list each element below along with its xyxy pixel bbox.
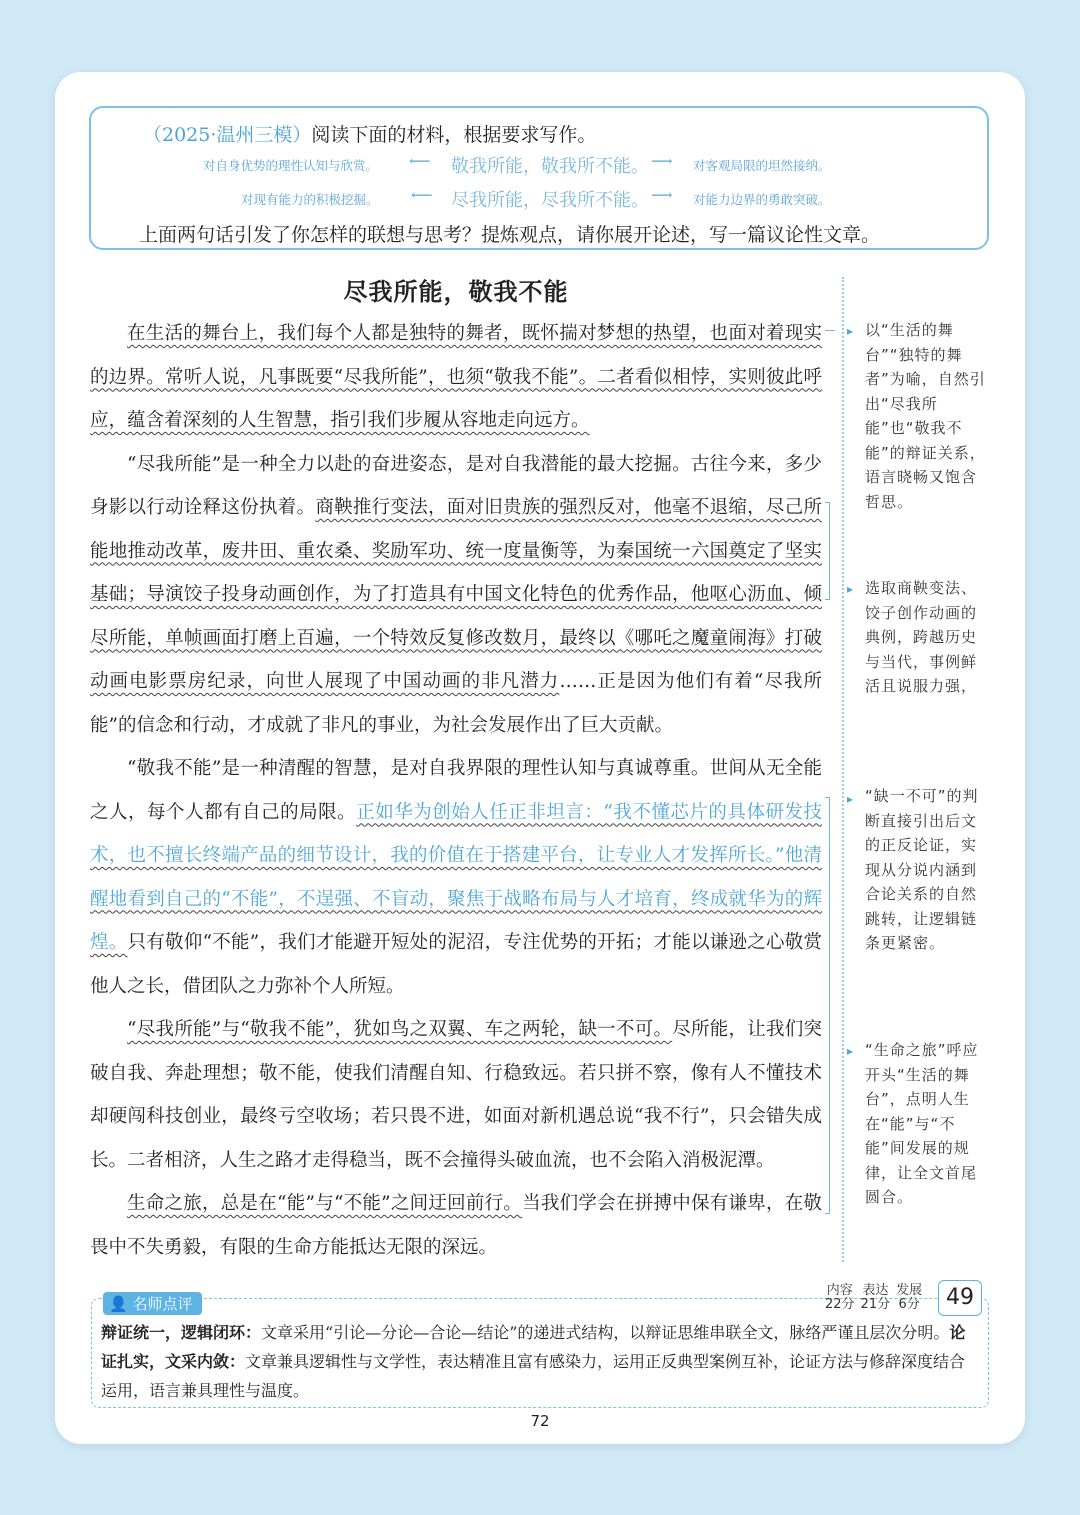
score-total: 49 [938,1280,982,1316]
paragraph-text: 当我们学会在拼搏中保有谦卑，在敬畏中不失勇毅，有限的生命方能抵达无限的深远。 [90,1193,822,1258]
review-body: 文章采用“引论—分论—合论—结论”的递进式结构，以辩证思维串联全文，脉络严谨且层次分明。 [261,1323,950,1342]
review-body-2: 文章兼具逻辑性与文学性，表达精准且富有感染力，运用正反典型案例互补，论证方法与修辞深度结合运用，语言兼具理性与温度。 [101,1352,966,1400]
note-arrow-icon: ▸ [847,792,854,806]
essay-paragraph-5 [90,1182,822,1269]
paragraph-text: 只有敬仰“不能”，我们才能避开短处的泥沼，专注优势的开拓；才能以谦逊之心敬赏他人之长，借团队之力弥补个人所短。 [90,932,822,997]
note-arrow-icon: ▸ [847,324,854,338]
prompt-instruction [143,120,596,147]
score-label: 内容 [826,1283,853,1298]
handwritten-note-right-1: 对客观局限的坦然接纳。 [693,158,831,173]
underlined-text: 商鞅推行变法，面对旧贵族的强烈反对，他毫不退缩，尽己所能地推动改革，废井田、重农桑、奖励军功、统一度量衡等，为秦国统一六国奠定了坚实基础；导演饺子投身动画创作，为了打造具有中国文化特色的优秀作品，他呕心沥血、倾尽所能，单帧画面打磨上百遍，一个特效反复修改数月，最终以《哪吒之魔童闹海》打破动画电影票房纪录，向世人展现了中国动画的非凡潜力 [90,497,822,692]
note-arrow-icon: ▸ [847,582,854,596]
score-label: 发展 [896,1283,923,1298]
page-sheet [55,72,1025,1444]
paragraph-text: ……正是因为他们有着“尽我所能”的信念和行动，才成就了非凡的事业，为社会发展作出了巨大贡献。 [90,671,822,736]
handwritten-note-right-2: 对能力边界的勇敢突破。 [693,192,831,207]
review-tab-label: 名师点评 [132,1295,193,1313]
essay-title: 尽我所能，敬我不能 [343,277,569,306]
annotation-note-4: “生命之旅”呼应开头“生活的舞台”，点明人生在“能”与“不能”间发展的规律，让全文首尾圆合。 [865,1041,979,1206]
review-text [101,1318,981,1405]
annotation-connector [825,330,835,331]
underlined-text: 生命之旅，总是在“能”与“不能”之间迂回前行。 [127,1193,523,1214]
arrow-left-icon: ⟵ [409,152,431,170]
handwritten-note-left-1: 对自身优势的理性认知与欣赏。 [203,158,379,173]
score-label: 表达 [862,1283,889,1298]
essay-paragraph-4 [90,1008,822,1182]
prompt-instruction-text: 阅读下面的材料，根据要求写作。 [311,124,597,146]
annotation-note-1: 以“生活的舞台”“独特的舞者”为喻，自然引出“尽我所能”也“敬我不能”的辩证关系，语言晓畅又饱含哲思。 [865,321,986,511]
annotation-note-2: 选取商鞅变法、饺子创作动画的典例，跨越历史与当代，事例鲜活且说服力强， [865,579,978,695]
prompt-box [89,106,989,250]
review-lead-2: 论证扎实，文采内敛： [101,1323,966,1371]
arrow-right-icon: ⟶ [651,152,673,170]
underlined-text: “尽我所能”与“敬我不能”，犹如鸟之双翼、车之两轮，缺一不可。 [127,1019,673,1040]
handwritten-note-left-2: 对现有能力的积极挖掘。 [241,192,379,207]
score-breakdown [825,1284,922,1312]
quote-1: 敬我所能，敬我所不能。 [451,156,649,177]
paragraph-text: “敬我不能”是一种清醒的智慧，是对自我界限的理性认知与真诚尊重。世间从无全能之人，每个人都有自己的局限。 [90,758,822,823]
essay-body [90,312,822,1269]
score-value: 22分 [825,1297,855,1312]
score-value: 6分 [898,1297,920,1312]
quote-2: 尽我所能，尽我所不能。 [451,190,649,211]
annotation-note-3: “缺一不可”的判断直接引出后文的正反论证，实现从分说内涵到合论关系的自然跳转，让逻辑链条更紧密。 [865,787,979,952]
score-value: 21分 [860,1297,891,1312]
paragraph-text: “尽我所能”是一种全力以赴的奋进姿态，是对自我潜能的最大挖掘。古往今来，多少身影以行动诠释这份执着。 [90,453,822,518]
note-arrow-icon: ▸ [847,1044,854,1058]
highlighted-quote: 正如华为创始人任正非坦言：“我不懂芯片的具体研发技术，也不擅长终端产品的细节设计，我的价值在于搭建平台，让专业人才发挥所长。”他清醒地看到自己的“不能”，不逞强、不盲动，聚焦于战略布局与人才培育，终成就华为的辉煌。 [90,801,822,953]
score-content [825,1284,855,1312]
page-number: 72 [530,1412,550,1430]
essay-paragraph-1 [90,312,822,443]
score-expression [861,1284,891,1312]
prompt-task: 上面两句话引发了你怎样的联想与思考？提炼观点，请你展开论述，写一篇议论性文章。 [139,224,881,246]
annotation-bracket [825,502,830,600]
review-tab [103,1292,202,1315]
arrow-right-icon: ⟶ [651,186,673,204]
essay-paragraph-3 [90,747,822,1008]
score-development [896,1284,922,1312]
review-lead: 辩证统一，逻辑闭环： [101,1323,262,1342]
essay-paragraph-2 [90,443,822,748]
paragraph-text: 尽所能，让我们突破自我、奔赴理想；敬不能，使我们清醒自知、行稳致远。若只拼不察，像有人不懂技术却硬闯科技创业，最终亏空收场；若只畏不进，如面对新机遇总说“我不行”，只会错失成长。二者相济，人生之路才走得稳当，既不会撞得头破血流，也不会陷入消极泥潭。 [90,1019,822,1171]
user-icon: 👤 [109,1295,128,1313]
annotation-bracket [825,797,830,1214]
prompt-source: （2025·温州三模） [143,124,312,146]
underlined-text: 在生活的舞台上，我们每个人都是独特的舞者，既怀揣对梦想的热望，也面对着现实的边界。常听人说，凡事既要“尽我所能”，也须“敬我不能”。二者看似相悖，实则彼此呼应，蕴含着深刻的人生智慧，指引我们步履从容地走向远方。 [90,323,822,431]
arrow-left-icon: ⟵ [411,186,433,204]
margin-divider [842,277,844,1262]
